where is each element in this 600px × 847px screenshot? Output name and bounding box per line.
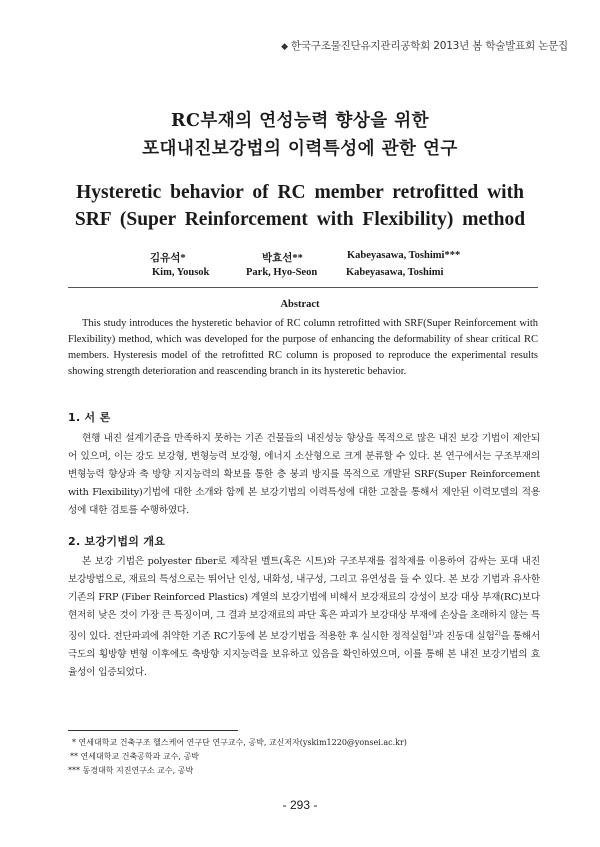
footnote-2: ** 연세대학교 건축공학과 교수, 공박 <box>70 752 199 761</box>
author-1-ko: 김유석* <box>150 253 186 264</box>
footnote-divider <box>68 730 238 731</box>
page-number: - 293 - <box>282 798 318 812</box>
divider <box>68 287 538 288</box>
section-1-body: 현행 내진 설계기준을 만족하지 못하는 기존 건물들의 내진성능 향상을 목적으로 많은 내진 보강 기법이 제안되어 있으며, 이는 강도 보강형, 변형능력 보강형, 에너지 소산형으로 크게 분류할 수 있다. 본 연구에서는 구조부재의 변형능력 향상과 축 방향 지지능력의 확보를 통한 층 붕괴 방지를 목적으로 개발된 SRF(Super Reinforcement with Flexibility)기법에 대한 소개와 함께 본 보강기법의 이력특성에 대한 고찰을 통해서 제안된 이력모델의 적용성에 대한 검토를 수행하였다. <box>68 433 540 516</box>
abstract-body: This study introduces the hysteretic behavior of RC column retrofitted with SRF(Super Reinforcement with Flexibility) method, which was developed for the purpose of enhancing the deformability of shear critical RC members. Hysteresis model of the retrofitted RC column is proposed to reproduce the experimental results showing strength deterioration and reascending branch in its hysteretic behavior. <box>68 318 538 377</box>
korean-title-line-2: 포대내진보강법의 이력특성에 관한 연구 <box>142 139 458 159</box>
abstract-heading: Abstract <box>280 299 320 310</box>
reference-2: 2) <box>494 630 501 637</box>
journal-name: 한국구조물진단유지관리공학회 2013년 봄 학술발표회 논문집 <box>290 40 568 52</box>
section-2-title: 2. 보강기법의 개요 <box>68 535 166 548</box>
author-2-ko: 박효선** <box>262 253 303 264</box>
section-2-text-c: 을 통해서 극도의 횡방향 변형 이후에도 축방향 지지능력을 보유하고 있음을 확인하였으며, 이를 통해 본 내진 보강기법의 효율성이 입증되었다. <box>68 631 540 679</box>
footnote-1: * 연세대학교 건축구조 헬스케어 연구단 연구교수, 공박, 교신저자(yskim1220@yonsei.ac.kr) <box>72 738 407 747</box>
author-2-en: Park, Hyo-Seon <box>246 267 318 278</box>
author-3-ko: Kabeyasawa, Toshimi*** <box>347 250 461 261</box>
section-2-body <box>68 553 540 682</box>
reference-1: 1) <box>428 630 434 637</box>
author-1-en: Kim, Yousok <box>152 267 210 278</box>
section-2-text-a: 본 보강 기법은 polyester fiber로 제작된 벨트(혹은 시트)와 구조부재를 접착제를 이용하여 감싸는 포대 내진 보강방법으로, 재료의 특성으로는 뛰어난 인성, 내화성, 내구성, 그리고 유연성을 들 수 있다. 본 보강 기법과 유사한 기존의 FRP (Fiber Reinforced Plastics) 계열의 보강기법에 비해서 보강재료의 강성이 보강 대상 부재(RC)보다 현저히 낮은 것이 가장 큰 특징이며, 그 결과 보강재료의 파단 혹은 파괴가 보강대상 부재에 손상을 초래하지 않는 특징이 있다. 전단파괴에 취약한 기존 RC기둥에 본 보강기법을 적용한 후 실시한 정적실험 <box>68 556 540 643</box>
diamond-icon: ◆ <box>281 42 288 52</box>
journal-header <box>281 38 568 53</box>
footnote-3: *** 동경대학 지진연구소 교수, 공박 <box>68 766 194 775</box>
korean-title-line-1: RC부재의 연성능력 향상을 위한 <box>170 111 430 131</box>
author-3-en: Kabeyasawa, Toshimi <box>346 267 444 278</box>
english-title-line-2: SRF (Super Reinforcement with Flexibility) method <box>74 209 526 230</box>
english-title-line-1: Hysteretic behavior of RC member retrofitted with <box>76 182 524 203</box>
section-2-text-b: 과 진동대 실험 <box>433 631 495 643</box>
footnotes <box>68 736 407 778</box>
section-1-title: 1. 서 론 <box>68 411 111 424</box>
